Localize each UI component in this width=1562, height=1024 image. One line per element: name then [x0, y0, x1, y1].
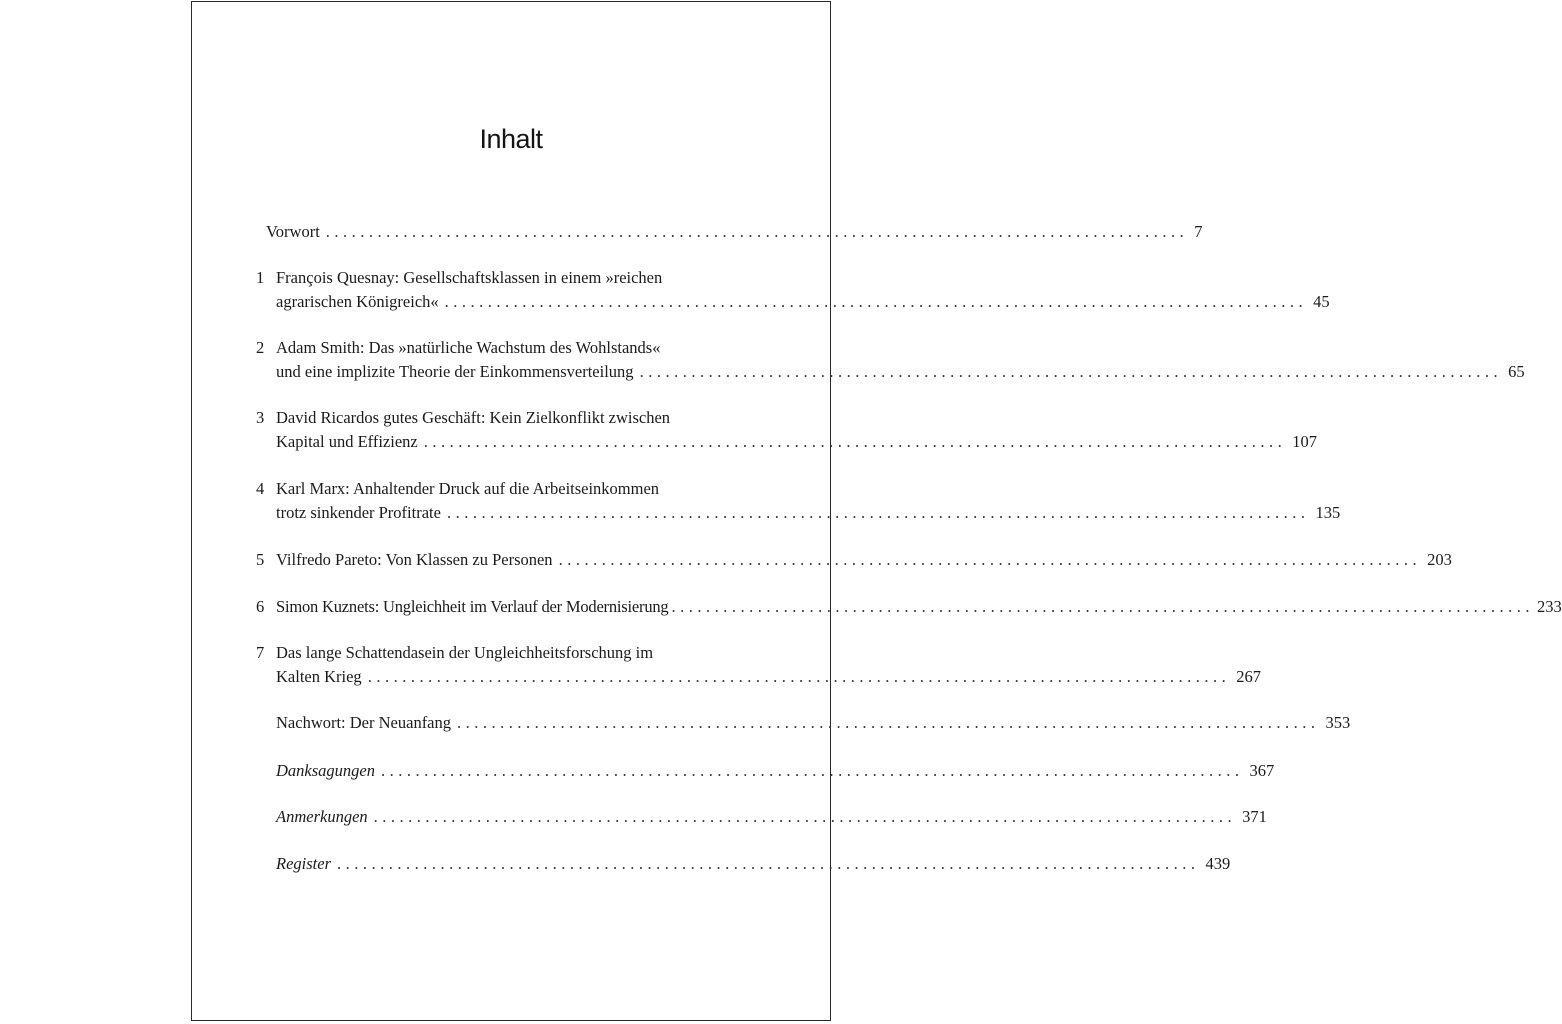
- book-page: [191, 1, 1562, 1021]
- dot-leader: ....................................................................................................: [380, 761, 1244, 780]
- toc-entry-title-cont: und eine implizite Theorie der Einkommensverteilung: [276, 362, 634, 381]
- dot-leader: ....................................................................................................: [446, 503, 1310, 522]
- toc-line: [276, 667, 1261, 687]
- toc-page-number: 65: [1508, 362, 1525, 381]
- dot-leader: ....................................................................................................: [671, 597, 1534, 616]
- toc-page-number: 135: [1315, 503, 1341, 522]
- toc-page-number: 7: [1194, 222, 1203, 241]
- dot-leader: ....................................................................................................: [423, 432, 1287, 451]
- toc-line: [276, 550, 1452, 570]
- dot-leader: ....................................................................................................: [457, 713, 1320, 732]
- toc-entry-title: Adam Smith: Das »natürliche Wachstum des Wohlstands«: [276, 338, 661, 357]
- toc-page-number: 371: [1242, 807, 1267, 826]
- dot-leader: ....................................................................................................: [373, 807, 1237, 826]
- toc-line: [276, 761, 1275, 781]
- toc-entry-title-cont: trotz sinkender Profitrate: [276, 503, 441, 522]
- dot-leader: ....................................................................................................: [367, 667, 1231, 686]
- toc-page-number: 439: [1205, 854, 1231, 873]
- toc-page-number: 107: [1292, 432, 1317, 451]
- toc-line: [276, 432, 1317, 452]
- toc-page-number: 233: [1536, 597, 1562, 616]
- toc-page-number: 367: [1249, 761, 1275, 780]
- page-title: Inhalt: [479, 124, 543, 154]
- dot-leader: ....................................................................................................: [337, 854, 1200, 873]
- toc-page-number: 45: [1313, 292, 1330, 311]
- toc-line: [276, 292, 1330, 312]
- toc-line: [276, 713, 1351, 733]
- toc-entry-title: Danksagungen: [276, 761, 375, 780]
- toc-entry-title-cont: agrarischen Königreich«: [276, 292, 439, 311]
- chapter-number: 5: [256, 550, 265, 569]
- dot-leader: ....................................................................................................: [558, 550, 1422, 569]
- toc-entry-title: Das lange Schattendasein der Ungleichheitsforschung im: [276, 643, 654, 662]
- dot-leader: ....................................................................................................: [325, 222, 1189, 241]
- toc-line: [276, 597, 1562, 617]
- chapter-number: 6: [256, 597, 265, 616]
- toc-line: [276, 854, 1231, 874]
- toc-entry-title: Vorwort: [266, 222, 320, 241]
- chapter-number: 4: [256, 479, 265, 498]
- toc-entry-title: Simon Kuznets: Ungleichheit im Verlauf der Modernisierung: [276, 597, 669, 616]
- toc-entry-title: Register: [276, 854, 331, 873]
- toc-entry-title: Vilfredo Pareto: Von Klassen zu Personen: [276, 550, 553, 569]
- toc-entry-title: François Quesnay: Gesellschaftsklassen in einem »reichen: [276, 268, 663, 287]
- dot-leader: ....................................................................................................: [639, 362, 1503, 381]
- toc-page-number: 353: [1325, 713, 1351, 732]
- toc-entry-title: Nachwort: Der Neuanfang: [276, 713, 452, 732]
- toc-line: [266, 222, 1203, 242]
- toc-page-number: 267: [1236, 667, 1261, 686]
- toc-page-number: 203: [1427, 550, 1452, 569]
- dot-leader: ....................................................................................................: [444, 292, 1308, 311]
- chapter-number: 7: [256, 643, 265, 662]
- toc-entry-title: Karl Marx: Anhaltender Druck auf die Arbeitseinkommen: [276, 479, 660, 498]
- chapter-number: 2: [256, 338, 265, 357]
- toc-entry-title: Anmerkungen: [276, 807, 368, 826]
- toc-entry-title-cont: Kapital und Effizienz: [276, 432, 418, 451]
- chapter-number: 1: [256, 268, 265, 287]
- toc-entry-title-cont: Kalten Krieg: [276, 667, 362, 686]
- chapter-number: 3: [256, 408, 265, 427]
- toc-entry-title: David Ricardos gutes Geschäft: Kein Zielkonflikt zwischen: [276, 408, 671, 427]
- toc-line: [276, 362, 1525, 382]
- toc-line: [276, 503, 1341, 523]
- toc-line: [276, 807, 1267, 827]
